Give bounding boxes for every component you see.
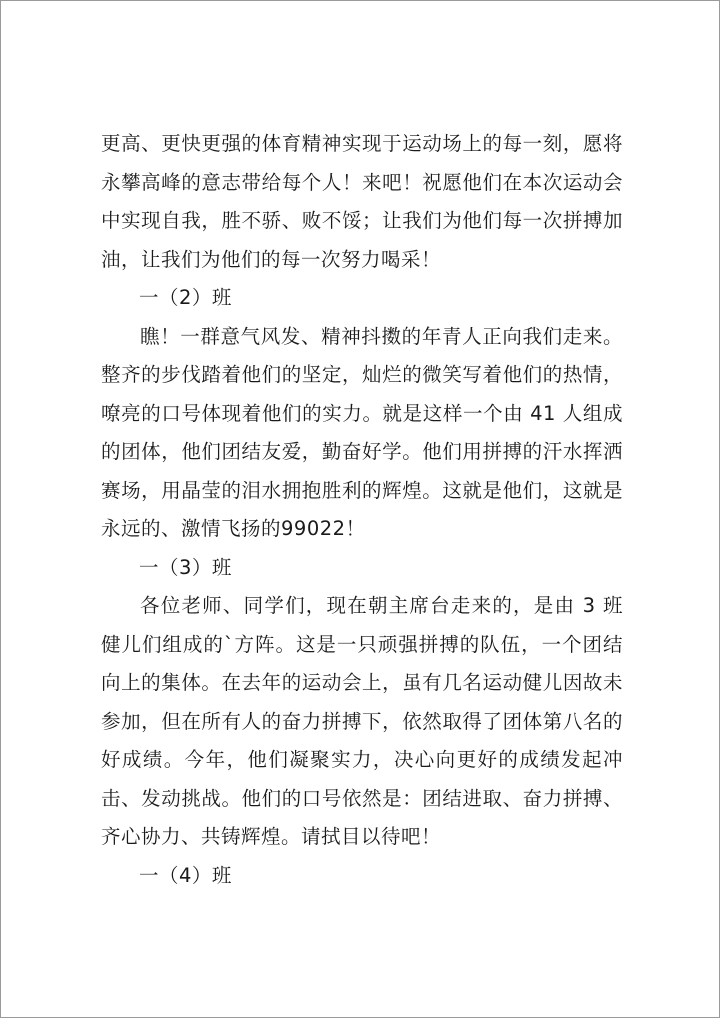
class-heading-1-2: 一（2）班	[139, 286, 232, 309]
paragraph-class-1-3: 各位老师、同学们，现在朝主席台走来的，是由 3 班健儿们组成的`方阵。这是一只顽强拼搏的队伍，一个团结向上的集体。在去年的运动会上，虽有几名运动健儿因故未参加，但在所有人的奋力拼搏下，依然取得了团体第八名的好成绩。今年，他们凝聚实力，决心向更好的成绩发起冲击、发动挑战。他们的口号依然是：团结进取、奋力拼搏、齐心协力、共铸辉煌。请拭目以待吧！	[101, 594, 623, 848]
paragraph-class-1-2: 瞧！一群意气风发、精神抖擞的年青人正向我们走来。整齐的步伐踏着他们的坚定，灿烂的微笑写着他们的热情，嘹亮的口号体现着他们的实力。就是这样一个由 41 人组成的团体，他们团结友爱，勤奋好学。他们用拼搏的汗水挥洒赛场，用晶莹的泪水拥抱胜利的辉煌。这就是他们，这就是永远的、激情飞扬的99022！	[101, 324, 623, 540]
paragraph-intro: 更高、更快更强的体育精神实现于运动场上的每一刻，愿将永攀高峰的意志带给每个人！来吧！祝愿他们在本次运动会中实现自我，胜不骄、败不馁；让我们为他们每一次拼搏加油，让我们为他们的每一次努力喝采！	[101, 132, 623, 271]
class-heading-1-3: 一（3）班	[139, 555, 232, 579]
class-heading-1-4: 一（4）班	[139, 863, 232, 887]
document-body	[101, 125, 623, 895]
